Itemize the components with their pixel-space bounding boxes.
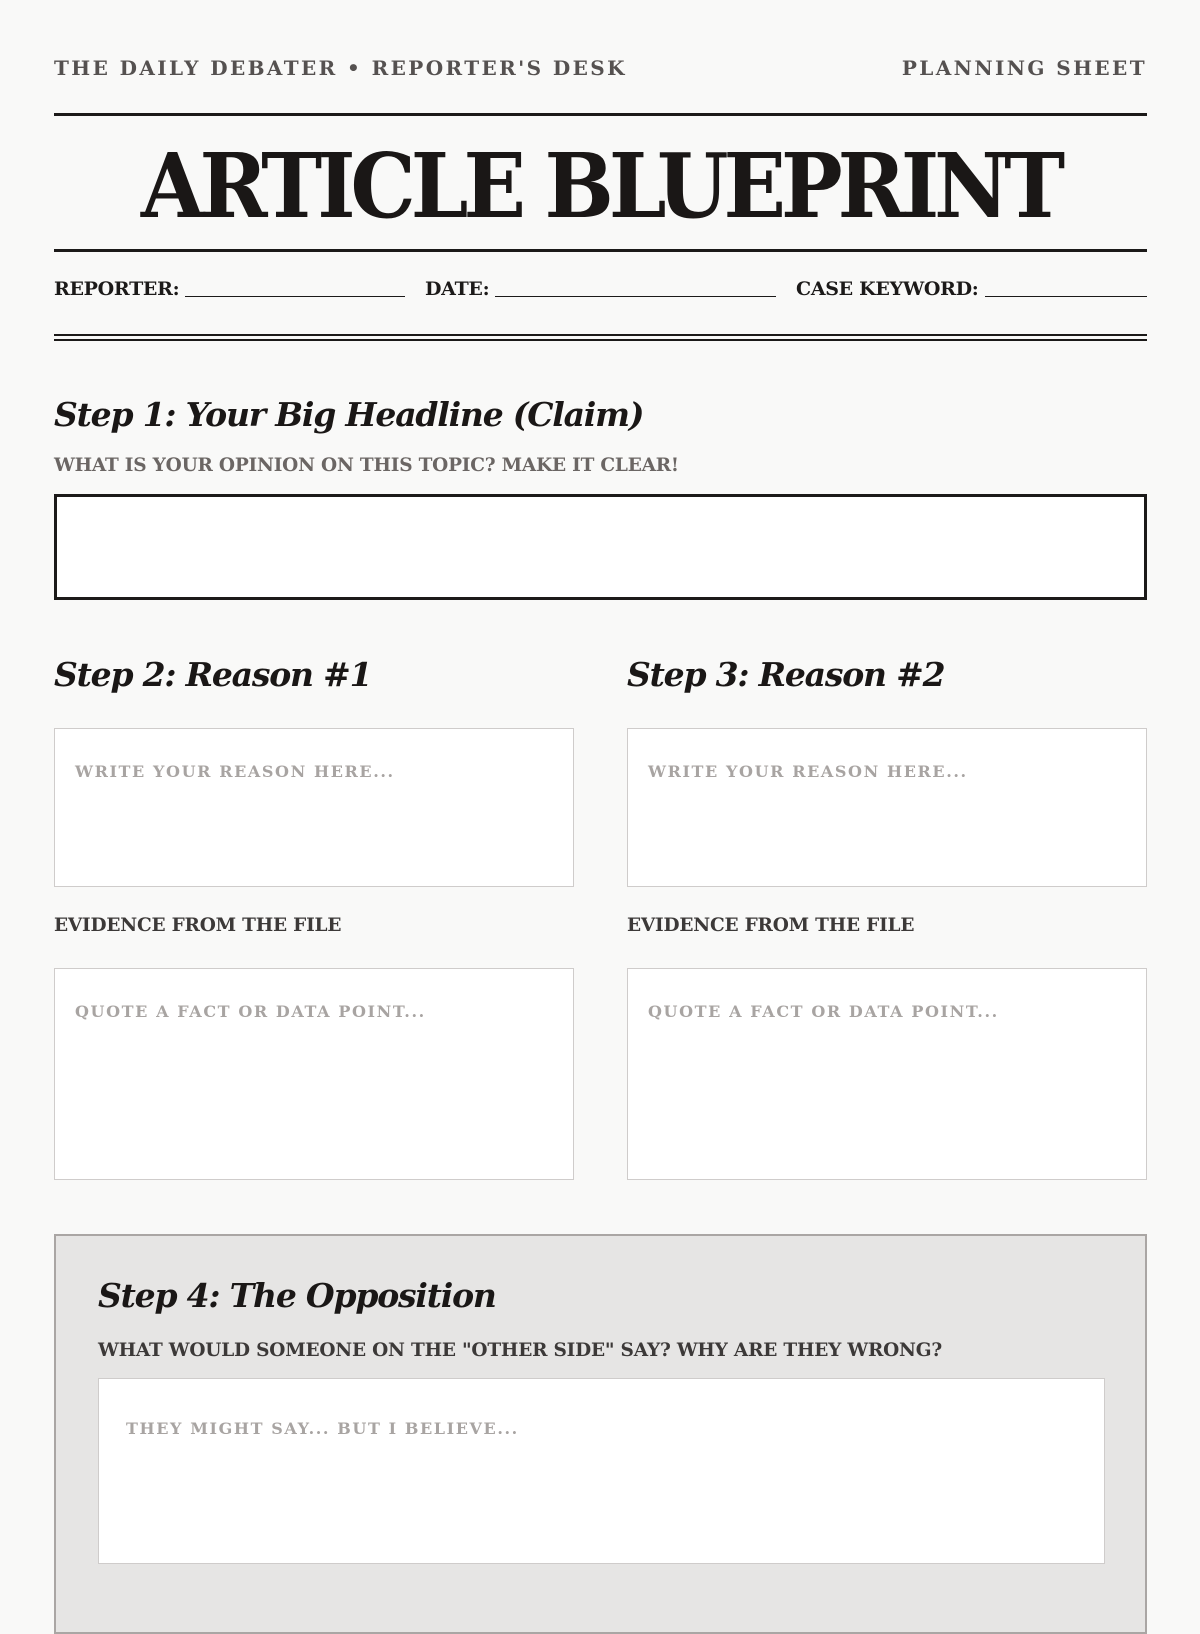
sheet-type-label: PLANNING SHEET: [901, 56, 1147, 80]
masthead-top-bar: [54, 56, 1147, 80]
case-keyword-field[interactable]: [796, 278, 1147, 300]
step1-title: Step 1: Your Big Headline (Claim): [54, 395, 644, 434]
reason1-placeholder: WRITE YOUR REASON HERE...: [75, 762, 395, 781]
reason2-input-box[interactable]: [627, 728, 1147, 887]
reason1-evidence-label: EVIDENCE FROM THE FILE: [54, 915, 342, 936]
claim-input-box[interactable]: [54, 494, 1147, 600]
page-title: ARTICLE BLUEPRINT: [140, 135, 1061, 239]
date-field[interactable]: [425, 278, 776, 300]
reason1-input-box[interactable]: [54, 728, 574, 887]
publication-name: THE DAILY DEBATER • REPORTER'S DESK: [54, 56, 627, 80]
reporter-line[interactable]: [185, 296, 405, 297]
reporter-label: REPORTER:: [54, 278, 180, 300]
step4-title: Step 4: The Opposition: [98, 1276, 496, 1315]
reporter-field[interactable]: [54, 278, 405, 300]
reason2-evidence-label: EVIDENCE FROM THE FILE: [627, 915, 915, 936]
opposition-panel: [54, 1234, 1147, 1634]
step1-prompt: WHAT IS YOUR OPINION ON THIS TOPIC? MAKE IT CLEAR!: [54, 455, 679, 476]
case-keyword-label: CASE KEYWORD:: [796, 278, 979, 300]
meta-row: [54, 278, 1147, 300]
header-double-rule: [54, 334, 1147, 341]
date-line[interactable]: [495, 296, 776, 297]
masthead-rule-top: [54, 113, 1147, 116]
opposition-input-box[interactable]: [98, 1378, 1105, 1564]
reason1-evidence-placeholder: QUOTE A FACT OR DATA POINT...: [75, 1002, 426, 1021]
reason2-evidence-placeholder: QUOTE A FACT OR DATA POINT...: [648, 1002, 999, 1021]
step4-prompt: WHAT WOULD SOMEONE ON THE "OTHER SIDE" SAY? WHY ARE THEY WRONG?: [98, 1340, 943, 1361]
date-label: DATE:: [425, 278, 490, 300]
planning-sheet: [54, 0, 1147, 1600]
reason2-placeholder: WRITE YOUR REASON HERE...: [648, 762, 968, 781]
reason2-evidence-box[interactable]: [627, 968, 1147, 1180]
step3-title: Step 3: Reason #2: [627, 655, 945, 694]
reason1-evidence-box[interactable]: [54, 968, 574, 1180]
case-keyword-line[interactable]: [985, 296, 1147, 297]
masthead-rule-bottom: [54, 249, 1147, 252]
step2-title: Step 2: Reason #1: [54, 655, 372, 694]
opposition-placeholder: THEY MIGHT SAY... BUT I BELIEVE...: [126, 1419, 519, 1438]
